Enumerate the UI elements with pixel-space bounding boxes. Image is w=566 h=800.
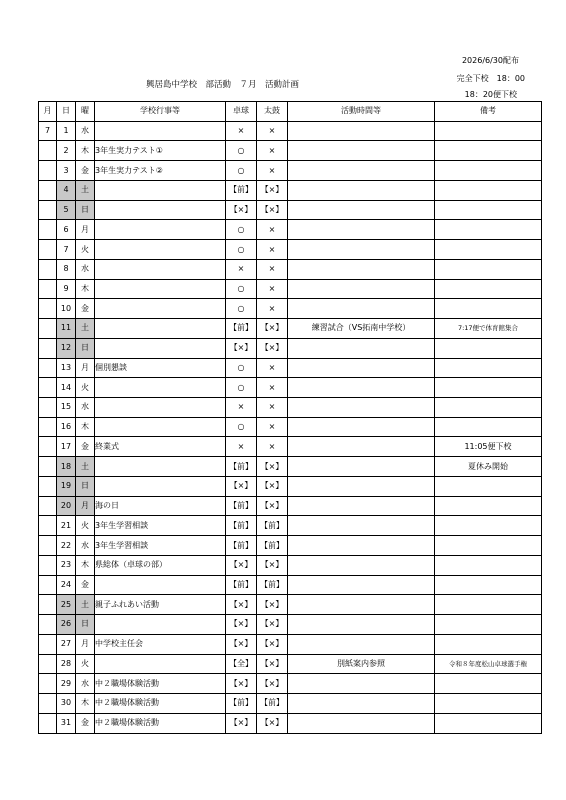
taiko-cell: 【×】 <box>257 615 288 635</box>
bus-dismissal-time: 18：20便下校 <box>464 90 517 99</box>
day-cell: 26 <box>57 615 76 635</box>
event-cell <box>95 398 226 418</box>
table-row <box>39 713 542 733</box>
event-cell <box>95 259 226 279</box>
day-cell: 3 <box>57 161 76 181</box>
activity-time-cell <box>288 694 435 714</box>
activity-time-cell <box>288 457 435 477</box>
remarks-cell: 夏休み開始 <box>435 457 542 477</box>
event-cell <box>95 575 226 595</box>
activity-time-cell <box>288 496 435 516</box>
activity-time-cell <box>288 240 435 260</box>
col-header-day: 日 <box>57 102 76 122</box>
remarks-cell <box>435 694 542 714</box>
publish-date: 2026/6/30配布 <box>461 56 519 65</box>
taiko-cell: 【×】 <box>257 180 288 200</box>
event-cell: 県総体（卓球の部） <box>95 555 226 575</box>
remarks-cell <box>435 516 542 536</box>
weekday-cell: 土 <box>76 457 95 477</box>
taiko-cell: × <box>257 299 288 319</box>
event-cell <box>95 476 226 496</box>
table-row <box>39 240 542 260</box>
remarks-cell <box>435 417 542 437</box>
month-cell <box>39 259 57 279</box>
table-tennis-cell: ○ <box>226 279 257 299</box>
month-cell <box>39 161 57 181</box>
taiko-cell: 【×】 <box>257 634 288 654</box>
dismissal-time: 完全下校 18：00 <box>456 74 525 83</box>
taiko-cell: 【×】 <box>257 319 288 339</box>
table-row <box>39 200 542 220</box>
table-row <box>39 516 542 536</box>
event-cell: 中２職場体験活動 <box>95 674 226 694</box>
weekday-cell: 日 <box>76 338 95 358</box>
table-tennis-cell: 【前】 <box>226 457 257 477</box>
taiko-cell: × <box>257 417 288 437</box>
table-row <box>39 141 542 161</box>
month-cell <box>39 713 57 733</box>
table-row <box>39 259 542 279</box>
activity-time-cell <box>288 516 435 536</box>
activity-time-cell <box>288 200 435 220</box>
remarks-cell <box>435 555 542 575</box>
day-cell: 22 <box>57 536 76 556</box>
table-tennis-cell: × <box>226 121 257 141</box>
table-tennis-cell: 【×】 <box>226 338 257 358</box>
remarks-cell <box>435 378 542 398</box>
event-cell <box>95 457 226 477</box>
table-row <box>39 674 542 694</box>
weekday-cell: 月 <box>76 496 95 516</box>
taiko-cell: 【×】 <box>257 457 288 477</box>
weekday-cell: 火 <box>76 516 95 536</box>
table-tennis-cell: 【×】 <box>226 674 257 694</box>
month-cell <box>39 476 57 496</box>
remarks-cell <box>435 615 542 635</box>
activity-time-cell <box>288 536 435 556</box>
month-cell <box>39 437 57 457</box>
table-row <box>39 319 542 339</box>
table-tennis-cell: ○ <box>226 378 257 398</box>
day-cell: 9 <box>57 279 76 299</box>
table-tennis-cell: 【×】 <box>226 555 257 575</box>
remarks-cell <box>435 398 542 418</box>
table-row <box>39 338 542 358</box>
weekday-cell: 土 <box>76 319 95 339</box>
activity-time-cell <box>288 595 435 615</box>
day-cell: 30 <box>57 694 76 714</box>
remarks-cell <box>435 358 542 378</box>
remarks-cell <box>435 595 542 615</box>
activity-time-cell <box>288 161 435 181</box>
taiko-cell: × <box>257 398 288 418</box>
activity-time-cell <box>288 259 435 279</box>
day-cell: 4 <box>57 180 76 200</box>
weekday-cell: 金 <box>76 437 95 457</box>
month-cell <box>39 555 57 575</box>
remarks-cell <box>435 575 542 595</box>
month-cell <box>39 299 57 319</box>
table-row <box>39 595 542 615</box>
remarks-cell <box>435 141 542 161</box>
month-cell <box>39 654 57 674</box>
month-cell <box>39 180 57 200</box>
remarks-cell <box>435 338 542 358</box>
activity-time-cell <box>288 615 435 635</box>
day-cell: 8 <box>57 259 76 279</box>
weekday-cell: 木 <box>76 694 95 714</box>
table-tennis-cell: ○ <box>226 240 257 260</box>
page-title: 興居島中学校 部活動 ７月 活動計画 <box>146 80 300 90</box>
remarks-cell <box>435 299 542 319</box>
remarks-cell <box>435 180 542 200</box>
col-header-school-events: 学校行事等 <box>95 102 226 122</box>
activity-time-cell <box>288 358 435 378</box>
table-tennis-cell: 【前】 <box>226 180 257 200</box>
event-cell: 海の日 <box>95 496 226 516</box>
month-cell <box>39 398 57 418</box>
table-tennis-cell: 【×】 <box>226 713 257 733</box>
activity-time-cell: 練習試合（VS拓南中学校） <box>288 319 435 339</box>
month-cell <box>39 141 57 161</box>
month-cell <box>39 615 57 635</box>
weekday-cell: 金 <box>76 161 95 181</box>
remarks-cell <box>435 240 542 260</box>
taiko-cell: 【前】 <box>257 575 288 595</box>
table-row <box>39 654 542 674</box>
event-cell <box>95 240 226 260</box>
weekday-cell: 金 <box>76 713 95 733</box>
weekday-cell: 水 <box>76 259 95 279</box>
col-header-activity-time: 活動時間等 <box>288 102 435 122</box>
month-cell <box>39 358 57 378</box>
activity-time-cell <box>288 674 435 694</box>
event-cell <box>95 338 226 358</box>
month-cell <box>39 694 57 714</box>
weekday-cell: 水 <box>76 121 95 141</box>
day-cell: 13 <box>57 358 76 378</box>
weekday-cell: 水 <box>76 536 95 556</box>
dismissal-times <box>457 71 525 103</box>
activity-time-cell <box>288 634 435 654</box>
taiko-cell: × <box>257 161 288 181</box>
table-row <box>39 476 542 496</box>
table-tennis-cell: 【前】 <box>226 319 257 339</box>
day-cell: 10 <box>57 299 76 319</box>
day-cell: 1 <box>57 121 76 141</box>
table-row <box>39 161 542 181</box>
taiko-cell: × <box>257 358 288 378</box>
remarks-cell <box>435 259 542 279</box>
col-header-month: 月 <box>39 102 57 122</box>
event-cell: 中２職場体験活動 <box>95 713 226 733</box>
event-cell <box>95 279 226 299</box>
month-cell <box>39 575 57 595</box>
table-tennis-cell: 【前】 <box>226 536 257 556</box>
month-cell <box>39 200 57 220</box>
weekday-cell: 水 <box>76 398 95 418</box>
table-tennis-cell: 【×】 <box>226 634 257 654</box>
taiko-cell: × <box>257 259 288 279</box>
taiko-cell: × <box>257 141 288 161</box>
taiko-cell: 【前】 <box>257 536 288 556</box>
month-cell <box>39 516 57 536</box>
taiko-cell: 【×】 <box>257 674 288 694</box>
activity-time-cell <box>288 121 435 141</box>
table-tennis-cell: ○ <box>226 417 257 437</box>
weekday-cell: 日 <box>76 615 95 635</box>
day-cell: 20 <box>57 496 76 516</box>
weekday-cell: 金 <box>76 575 95 595</box>
event-cell <box>95 319 226 339</box>
month-cell <box>39 220 57 240</box>
table-row <box>39 180 542 200</box>
day-cell: 19 <box>57 476 76 496</box>
event-cell: 3年生実力テスト② <box>95 161 226 181</box>
month-cell <box>39 536 57 556</box>
taiko-cell: × <box>257 220 288 240</box>
weekday-cell: 木 <box>76 279 95 299</box>
table-tennis-cell: ○ <box>226 220 257 240</box>
activity-time-cell <box>288 220 435 240</box>
day-cell: 28 <box>57 654 76 674</box>
activity-schedule-table <box>38 101 542 734</box>
table-row <box>39 358 542 378</box>
event-cell: 親子ふれあい活動 <box>95 595 226 615</box>
weekday-cell: 日 <box>76 200 95 220</box>
taiko-cell: 【×】 <box>257 713 288 733</box>
event-cell <box>95 200 226 220</box>
weekday-cell: 金 <box>76 299 95 319</box>
weekday-cell: 月 <box>76 634 95 654</box>
table-tennis-cell: 【前】 <box>226 694 257 714</box>
table-tennis-cell: 【前】 <box>226 496 257 516</box>
month-cell <box>39 496 57 516</box>
activity-time-cell <box>288 338 435 358</box>
activity-time-cell: 別紙案内参照 <box>288 654 435 674</box>
day-cell: 12 <box>57 338 76 358</box>
activity-time-cell <box>288 555 435 575</box>
day-cell: 27 <box>57 634 76 654</box>
taiko-cell: 【前】 <box>257 516 288 536</box>
taiko-cell: 【×】 <box>257 654 288 674</box>
event-cell <box>95 180 226 200</box>
taiko-cell: 【×】 <box>257 555 288 575</box>
activity-time-cell <box>288 398 435 418</box>
remarks-cell <box>435 200 542 220</box>
table-row <box>39 634 542 654</box>
activity-time-cell <box>288 279 435 299</box>
day-cell: 18 <box>57 457 76 477</box>
taiko-cell: 【×】 <box>257 200 288 220</box>
activity-time-cell <box>288 437 435 457</box>
taiko-cell: × <box>257 279 288 299</box>
event-cell <box>95 299 226 319</box>
remarks-cell: 11:05便下校 <box>435 437 542 457</box>
weekday-cell: 木 <box>76 141 95 161</box>
weekday-cell: 土 <box>76 595 95 615</box>
month-cell <box>39 634 57 654</box>
table-tennis-cell: 【前】 <box>226 575 257 595</box>
activity-time-cell <box>288 713 435 733</box>
remarks-cell <box>435 496 542 516</box>
remarks-cell <box>435 220 542 240</box>
event-cell <box>95 417 226 437</box>
activity-time-cell <box>288 299 435 319</box>
table-row <box>39 279 542 299</box>
table-tennis-cell: 【×】 <box>226 200 257 220</box>
header-row <box>39 102 542 122</box>
event-cell <box>95 220 226 240</box>
day-cell: 7 <box>57 240 76 260</box>
taiko-cell: 【×】 <box>257 338 288 358</box>
day-cell: 17 <box>57 437 76 457</box>
event-cell: 中２職場体験活動 <box>95 694 226 714</box>
taiko-cell: × <box>257 437 288 457</box>
table-row <box>39 398 542 418</box>
weekday-cell: 日 <box>76 476 95 496</box>
table-tennis-cell: 【×】 <box>226 595 257 615</box>
table-row <box>39 536 542 556</box>
event-cell: 中学校主任会 <box>95 634 226 654</box>
table-tennis-cell: 【全】 <box>226 654 257 674</box>
table-row <box>39 220 542 240</box>
activity-time-cell <box>288 476 435 496</box>
activity-time-cell <box>288 378 435 398</box>
event-cell: 3年生学習相談 <box>95 536 226 556</box>
activity-time-cell <box>288 575 435 595</box>
taiko-cell: 【前】 <box>257 694 288 714</box>
table-row <box>39 299 542 319</box>
table-row <box>39 496 542 516</box>
remarks-cell <box>435 279 542 299</box>
taiko-cell: × <box>257 121 288 141</box>
day-cell: 16 <box>57 417 76 437</box>
weekday-cell: 月 <box>76 358 95 378</box>
table-row <box>39 575 542 595</box>
table-row <box>39 417 542 437</box>
table-row <box>39 378 542 398</box>
col-header-weekday: 曜 <box>76 102 95 122</box>
table-row <box>39 121 542 141</box>
month-cell <box>39 240 57 260</box>
weekday-cell: 水 <box>76 674 95 694</box>
remarks-cell <box>435 713 542 733</box>
month-cell <box>39 674 57 694</box>
activity-time-cell <box>288 141 435 161</box>
day-cell: 23 <box>57 555 76 575</box>
table-tennis-cell: ○ <box>226 358 257 378</box>
month-cell <box>39 417 57 437</box>
day-cell: 21 <box>57 516 76 536</box>
taiko-cell: 【×】 <box>257 476 288 496</box>
day-cell: 29 <box>57 674 76 694</box>
taiko-cell: 【×】 <box>257 496 288 516</box>
col-header-remarks: 備考 <box>435 102 542 122</box>
weekday-cell: 火 <box>76 378 95 398</box>
weekday-cell: 木 <box>76 417 95 437</box>
day-cell: 2 <box>57 141 76 161</box>
table-tennis-cell: 【前】 <box>226 516 257 536</box>
table-row <box>39 694 542 714</box>
col-header-taiko: 太鼓 <box>257 102 288 122</box>
weekday-cell: 月 <box>76 220 95 240</box>
remarks-cell <box>435 161 542 181</box>
table-tennis-cell: 【×】 <box>226 615 257 635</box>
table-tennis-cell: ○ <box>226 161 257 181</box>
remarks-cell <box>435 121 542 141</box>
month-cell <box>39 279 57 299</box>
taiko-cell: × <box>257 240 288 260</box>
col-header-table-tennis: 卓球 <box>226 102 257 122</box>
event-cell <box>95 121 226 141</box>
month-cell <box>39 595 57 615</box>
remarks-cell <box>435 634 542 654</box>
table-row <box>39 615 542 635</box>
month-cell <box>39 378 57 398</box>
month-cell <box>39 338 57 358</box>
weekday-cell: 土 <box>76 180 95 200</box>
table-tennis-cell: × <box>226 259 257 279</box>
day-cell: 6 <box>57 220 76 240</box>
day-cell: 31 <box>57 713 76 733</box>
table-tennis-cell: 【×】 <box>226 476 257 496</box>
table-tennis-cell: × <box>226 398 257 418</box>
activity-time-cell <box>288 417 435 437</box>
month-cell: 7 <box>39 121 57 141</box>
event-cell: 3年生学習相談 <box>95 516 226 536</box>
remarks-cell <box>435 536 542 556</box>
remarks-cell <box>435 674 542 694</box>
taiko-cell: 【×】 <box>257 595 288 615</box>
day-cell: 24 <box>57 575 76 595</box>
month-cell <box>39 457 57 477</box>
event-cell: 個別懇談 <box>95 358 226 378</box>
event-cell: 終業式 <box>95 437 226 457</box>
table-row <box>39 555 542 575</box>
event-cell: 3年生実力テスト① <box>95 141 226 161</box>
table-tennis-cell: × <box>226 437 257 457</box>
weekday-cell: 火 <box>76 654 95 674</box>
remarks-cell <box>435 476 542 496</box>
day-cell: 5 <box>57 200 76 220</box>
weekday-cell: 火 <box>76 240 95 260</box>
remarks-cell: 7:17便で体育館集合 <box>435 319 542 339</box>
taiko-cell: × <box>257 378 288 398</box>
day-cell: 14 <box>57 378 76 398</box>
month-cell <box>39 319 57 339</box>
activity-time-cell <box>288 180 435 200</box>
table-row <box>39 437 542 457</box>
event-cell <box>95 654 226 674</box>
day-cell: 15 <box>57 398 76 418</box>
event-cell <box>95 615 226 635</box>
table-tennis-cell: ○ <box>226 299 257 319</box>
day-cell: 25 <box>57 595 76 615</box>
remarks-cell: 令和８年度松山卓球選手権 <box>435 654 542 674</box>
day-cell: 11 <box>57 319 76 339</box>
event-cell <box>95 378 226 398</box>
table-tennis-cell: ○ <box>226 141 257 161</box>
weekday-cell: 木 <box>76 555 95 575</box>
table-row <box>39 457 542 477</box>
